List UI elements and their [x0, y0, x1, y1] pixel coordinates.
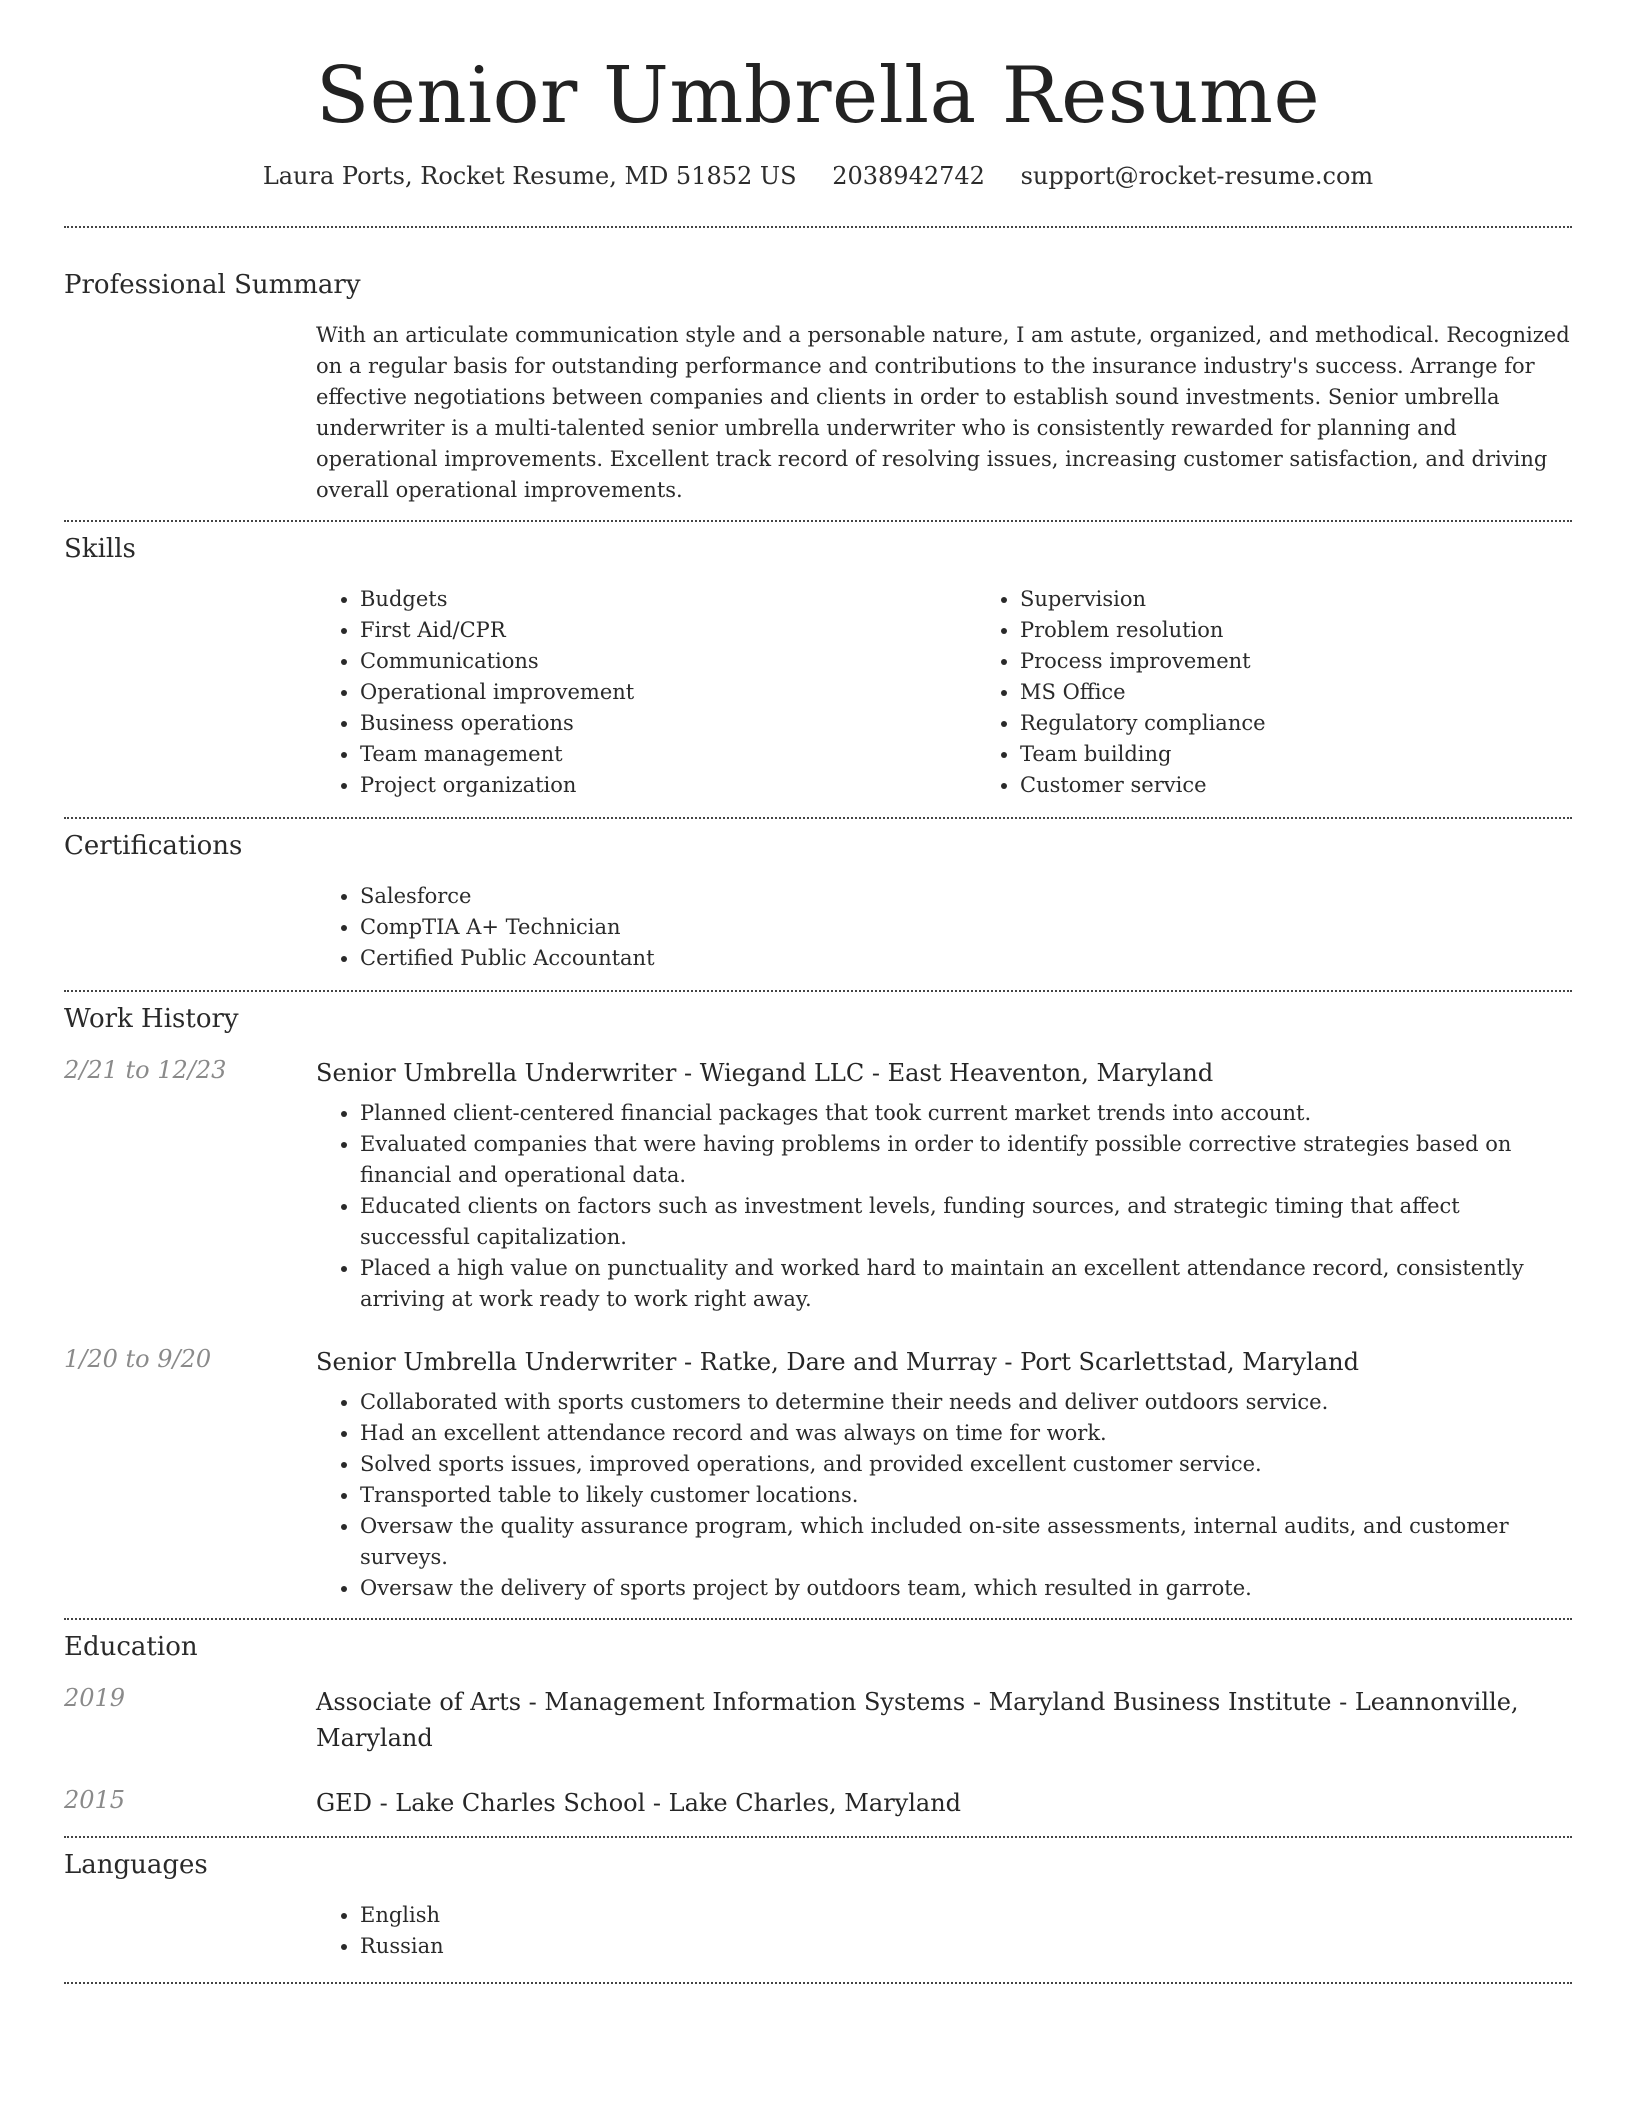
list-item: • Oversaw the quality assurance program, which included on-site assessments, internal audits, and customer surveys.: [360, 1511, 1572, 1573]
resume-title: Senior Umbrella Resume: [315, 51, 1321, 141]
education-detail: GED - Lake Charles School - Lake Charles, Maryland: [316, 1788, 962, 1817]
job-body: [316, 1056, 1572, 1315]
list-item: • Educated clients on factors such as investment levels, funding sources, and strategic timing that affect successful capitalization.: [360, 1191, 1572, 1253]
skills-columns: [316, 584, 1572, 801]
list-item: • Placed a high value on punctuality and worked hard to maintain an excellent attendance record, consistently arriving at work ready to work right away.: [360, 1253, 1572, 1315]
languages-list: [316, 1900, 1572, 1962]
education-detail: Associate of Arts - Management Information Systems - Maryland Business Institute - Leannonville, Maryland: [316, 1687, 1519, 1752]
list-item: • Business operations: [360, 708, 976, 739]
section-heading-skills: Skills: [64, 533, 136, 564]
list-item: • Communications: [360, 646, 976, 677]
list-item: • Planned client-centered financial packages that took current market trends into account.: [360, 1098, 1572, 1129]
summary-text: With an articulate communication style and a personable nature, I am astute, organized, and methodical. Recognized on a regular basis for outstanding performance and contributions to the insurance industry's success. Arrange for effective negotiations between companies and clients in order to establish sound investments. Senior umbrella underwriter is a multi-talented senior umbrella underwriter who is consistently rewarded for planning and operational improvements. Excellent track record of resolving issues, increasing customer satisfaction, and driving overall operational improvements.: [316, 322, 1570, 502]
list-item: • Regulatory compliance: [1020, 708, 1632, 739]
job-title: Senior Umbrella Underwriter - Ratke, Dare and Murray - Port Scarlettstad, Maryland: [316, 1347, 1359, 1376]
job-entry: [64, 1056, 1572, 1315]
divider: [64, 1982, 1572, 1984]
list-item: • Process improvement: [1020, 646, 1632, 677]
list-item: • Salesforce: [360, 881, 1572, 912]
list-item: • Solved sports issues, improved operations, and provided excellent customer service.: [360, 1449, 1572, 1480]
list-item: • Supervision: [1020, 584, 1632, 615]
list-item: • CompTIA A+ Technician: [360, 912, 1572, 943]
resume-page: [64, 0, 1572, 1984]
education-entry: [64, 1684, 1572, 1756]
contact-line: [64, 162, 1572, 190]
skills-list-right: [976, 584, 1632, 801]
list-item: • English: [360, 1900, 1572, 1931]
contact-address: Laura Ports, Rocket Resume, MD 51852 US: [262, 161, 797, 190]
education-year: 2019: [64, 1683, 126, 1712]
list-item: • Team building: [1020, 739, 1632, 770]
section-heading-summary: Professional Summary: [64, 269, 361, 300]
job-dates: 1/20 to 9/20: [64, 1344, 212, 1373]
job-bullets: [316, 1098, 1572, 1315]
divider: [64, 226, 1572, 228]
list-item: • MS Office: [1020, 677, 1632, 708]
divider: [64, 520, 1572, 522]
list-item: • Operational improvement: [360, 677, 976, 708]
divider: [64, 817, 1572, 819]
divider: [64, 1836, 1572, 1838]
list-item: • Evaluated companies that were having problems in order to identify possible corrective strategies based on financial and operational data.: [360, 1129, 1572, 1191]
list-item: • Team management: [360, 739, 976, 770]
job-dates: 2/21 to 12/23: [64, 1055, 227, 1084]
skills-list-left: [316, 584, 976, 801]
contact-phone: 2038942742: [832, 161, 985, 190]
list-item: • First Aid/CPR: [360, 615, 976, 646]
list-item: • Project organization: [360, 770, 976, 801]
job-bullets: [316, 1387, 1572, 1604]
job-title: Senior Umbrella Underwriter - Wiegand LLC - East Heaventon, Maryland: [316, 1058, 1214, 1087]
job-entry: [64, 1345, 1572, 1604]
divider: [64, 990, 1572, 992]
list-item: • Transported table to likely customer locations.: [360, 1480, 1572, 1511]
section-heading-education: Education: [64, 1631, 198, 1662]
contact-email: support@rocket-resume.com: [1020, 161, 1374, 190]
languages-body: [316, 1900, 1572, 1962]
education-entry: [64, 1786, 1572, 1820]
job-body: [316, 1345, 1572, 1604]
list-item: • Had an excellent attendance record and was always on time for work.: [360, 1418, 1572, 1449]
section-heading-languages: Languages: [64, 1849, 208, 1880]
summary-body: [316, 320, 1572, 506]
section-heading-work: Work History: [64, 1003, 239, 1034]
list-item: • Collaborated with sports customers to determine their needs and deliver outdoors service.: [360, 1387, 1572, 1418]
education-year: 2015: [64, 1785, 126, 1814]
list-item: • Budgets: [360, 584, 976, 615]
certifications-list: [316, 881, 1572, 974]
section-heading-certifications: Certifications: [64, 830, 243, 861]
certifications-body: [316, 881, 1572, 974]
list-item: • Russian: [360, 1931, 1572, 1962]
list-item: • Problem resolution: [1020, 615, 1632, 646]
list-item: • Certified Public Accountant: [360, 943, 1572, 974]
divider: [64, 1618, 1572, 1620]
list-item: • Oversaw the delivery of sports project by outdoors team, which resulted in garrote.: [360, 1573, 1572, 1604]
list-item: • Customer service: [1020, 770, 1632, 801]
